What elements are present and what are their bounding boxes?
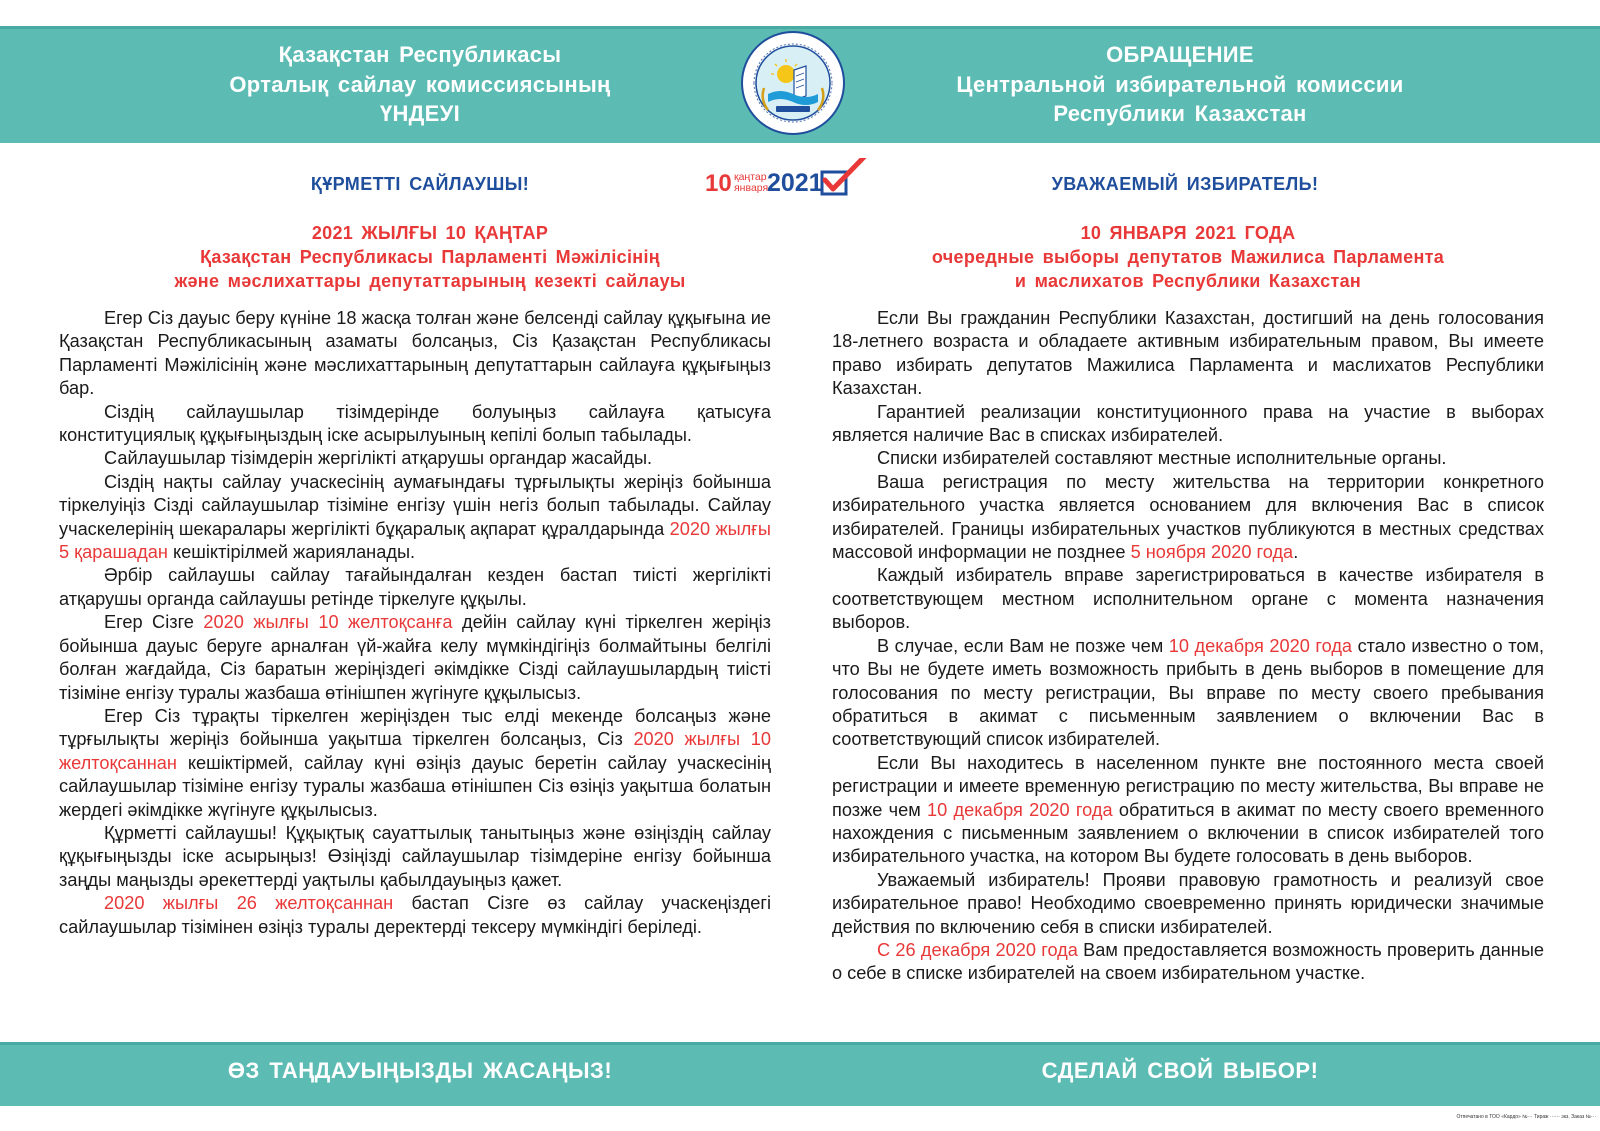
paragraph <box>59 471 771 565</box>
text-run: В случае, если Вам не позже чем <box>877 635 1169 656</box>
highlighted-date: С 26 декабря 2020 года <box>877 939 1078 960</box>
header-ru-line: ОБРАЩЕНИЕ <box>1106 42 1254 67</box>
highlighted-date: 2020 жылғы 10 желтоқсаннан <box>59 729 771 773</box>
election-date-logo <box>705 158 885 198</box>
paragraph: Если Вы гражданин Республики Казахстан, достигший на день голосования 18-летнего возраста и обладаете активным избирательным правом, Вы имеете право избирать депутатов Мажилиса Парламента и маслихатов Республики Казахстан. <box>832 308 1544 399</box>
election-title-ru <box>838 221 1538 293</box>
header-title-ru <box>900 40 1460 129</box>
paragraph: Списки избирателей составляют местные исполнительные органы. <box>877 448 1447 469</box>
highlighted-date: 2020 жылғы 10 желтоқсанға <box>203 612 453 633</box>
date-month-kk: қаңтар <box>734 171 767 183</box>
paragraph <box>59 611 771 705</box>
text-run: Вам предоставляется возможность проверить данные о себе в списке избирателей на своем избирательном участке. <box>832 939 1545 984</box>
text-run: стало известно о том, что Вы не будете иметь возможность прибыть в день выборов в помещение для голосования по месту регистрации, Вы вправе по месту своего пребывания обратиться в акимат с письменным заявлением о включении Вас в соответствующий список избирателей. <box>832 635 1544 750</box>
text-run: Ваша регистрация по месту жительства на территории конкретного избирательного участка является основанием для включения Вас в список избирателей. Границы избирательных участков публикуются в местных средствах массовой информации не позднее <box>832 471 1544 563</box>
header-kk-line: Қазақстан Республикасы <box>278 42 562 67</box>
date-year: 2021 <box>767 169 823 197</box>
paragraph: Сайлаушылар тізімдерін жергілікті атқарушы органдар жасайды. <box>104 448 653 469</box>
paragraph <box>832 635 1544 752</box>
header-kk-line: ҮНДЕУІ <box>379 101 461 126</box>
text-run: Егер Сізге <box>104 612 204 633</box>
highlighted-date: 2020 жылғы 5 қарашадан <box>59 518 771 563</box>
highlighted-date: 10 декабря 2020 года <box>927 799 1113 820</box>
text-run: кешіктірмей, сайлау күні өзіңіз дауыс беретін сайлау учаскесінің сайлаушылар тізіміне енгізу туралы жазбаша өтінішпен Сіз өзіңіз уақытша болатын жердегі әкімдікке жүгінуге құқылысыз. <box>59 752 771 820</box>
text-run: Сіздің нақты сайлау учаскесінің аумағындағы тұрғылықты жеріңіз бойынша тіркелуіңіз Сізді сайлаушылар тізіміне енгізу үшін негіз болып табылады. Сайлау учаскелерінің шекаралары жергілікті бұқаралық ақпарат құралдарында <box>59 471 771 539</box>
text-run: Если Вы находитесь в населенном пункте вне постоянного места своей регистрации и имеете временную регистрацию по месту жительства, Вы вправе не позже чем <box>832 752 1544 820</box>
text-run: Егер Сіз тұрақты тіркелген жеріңізден тыс елді мекенде болсаңыз және тұрғылықты жеріңіз бойынша уақытша тіркелген болсаңыз, Сіз <box>59 705 771 750</box>
election-commission-emblem-icon <box>740 30 846 136</box>
paragraph: Егер Сіз дауыс беру күніне 18 жасқа толған және белсенді сайлау құқығына ие Қазақстан Республикасының азаматы болсаңыз, Сіз Қазақстан Республикасы Парламенті Мәжілісінің және мәслихаттарының депутаттарын сайлауға құқығыңыз бар. <box>59 308 771 399</box>
greeting-kk: ҚҰРМЕТТІ САЙЛАУШЫ! <box>310 174 530 194</box>
header-ru-line: Республики Казахстан <box>1053 101 1307 126</box>
text-run: обратиться в акимат по месту своего временного нахождения с письменным заявлением о включении в список избирателей того избирательного участка, на котором Вы будете голосовать в день выборов. <box>832 799 1544 867</box>
highlighted-date: 10 декабря 2020 года <box>1168 635 1353 656</box>
paragraph: Құрметті сайлаушы! Құқықтық сауаттылық танытыңыз және өзіңіздің сайлау құқығыңызды іске асырыңыз! Өзіңізді сайлаушылар тізімдеріне енгізу бойынша заңды маңызды әрекеттерді уақтылы қабылдауыңыз қажет. <box>59 822 771 890</box>
paragraph <box>59 892 771 939</box>
text-run: . <box>1293 542 1299 563</box>
date-day: 10 <box>705 170 732 197</box>
election-kk-line: және мәслихаттары депутаттарының кезекті сайлауы <box>174 271 686 291</box>
election-ru-line: 10 ЯНВАРЯ 2021 ГОДА <box>1080 223 1296 243</box>
header-kk-line: Орталық сайлау комиссиясының <box>229 71 611 97</box>
paragraph: Сіздің сайлаушылар тізімдерінде болуыңыз сайлауға қатысуға конституциялық құқығыңыздың іске асырылуының кепілі болып табылады. <box>59 401 771 446</box>
election-ru-line: и маслихатов Республики Казахстан <box>1014 271 1362 291</box>
paragraph: Әрбір сайлаушы сайлау тағайындалған кезден бастап тиісті жергілікті атқарушы органда сайлаушы ретінде тіркелуге құқылы. <box>59 565 771 609</box>
paragraph <box>59 705 771 822</box>
header-title-kk <box>140 40 700 129</box>
body-text-ru <box>832 307 1544 986</box>
paragraph <box>832 471 1544 565</box>
election-kk-line: 2021 ЖЫЛҒЫ 10 ҚАҢТАР <box>311 223 549 243</box>
slogan-kk: ӨЗ ТАҢДАУЫҢЫЗДЫ ЖАСАҢЫЗ! <box>227 1058 613 1083</box>
election-kk-line: Қазақстан Республикасы Парламенті Мәжілісінің <box>200 247 660 267</box>
paragraph: Уважаемый избиратель! Прояви правовую грамотность и реализуй свое избирательное право! Необходимо своевременно принять юридически значимые действия по включению себя в списки избирателей. <box>832 869 1544 937</box>
paragraph: Каждый избиратель вправе зарегистрироваться в качестве избирателя в соответствующем местном исполнительном органе с момента назначения выборов. <box>832 565 1544 633</box>
body-text-kk <box>59 307 771 939</box>
highlighted-date: 5 ноября 2020 года <box>1130 542 1294 563</box>
greeting-ru: УВАЖАЕМЫЙ ИЗБИРАТЕЛЬ! <box>1051 174 1319 194</box>
date-month-ru: января <box>734 182 769 194</box>
paragraph: Гарантией реализации конституционного права на участие в выборах является наличие Вас в списках избирателей. <box>832 401 1544 446</box>
slogan-ru: СДЕЛАЙ СВОЙ ВЫБОР! <box>1041 1058 1319 1083</box>
election-title-kk <box>80 221 780 293</box>
text-run: дейін сайлау күні тіркелген жеріңіз бойынша дауыс беруге арналған үй-жайға келу мүмкіндігіңіз болмайтыны белгілі болған жағдайда, Сіз баратын жеріңіздегі әкімдікке Сізді сайлаушылардың тиісті тізіміне енгізу туралы жазбаша өтінішпен жүгінуге құқылысыз. <box>59 612 771 703</box>
highlighted-date: 2020 жылғы 26 желтоқсаннан <box>104 893 394 914</box>
header-ru-line: Центральной избирательной комиссии <box>956 71 1404 97</box>
text-run: кешіктірілмей жарияланады. <box>167 542 416 563</box>
checkmark-icon <box>822 158 865 194</box>
print-footnote: Отпечатано в ТОО «Кардо» №··· Тираж ······ экз. Заказ №··· <box>1456 1114 1596 1120</box>
election-ru-line: очередные выборы депутатов Мажилиса Парламента <box>931 247 1445 267</box>
paragraph <box>832 752 1544 869</box>
paragraph <box>832 939 1544 986</box>
text-run: бастап Сізге өз сайлау учаскеңіздегі сайлаушылар тізімінен өзіңіз туралы деректерді тексеру мүмкіндігі беріледі. <box>59 893 771 937</box>
